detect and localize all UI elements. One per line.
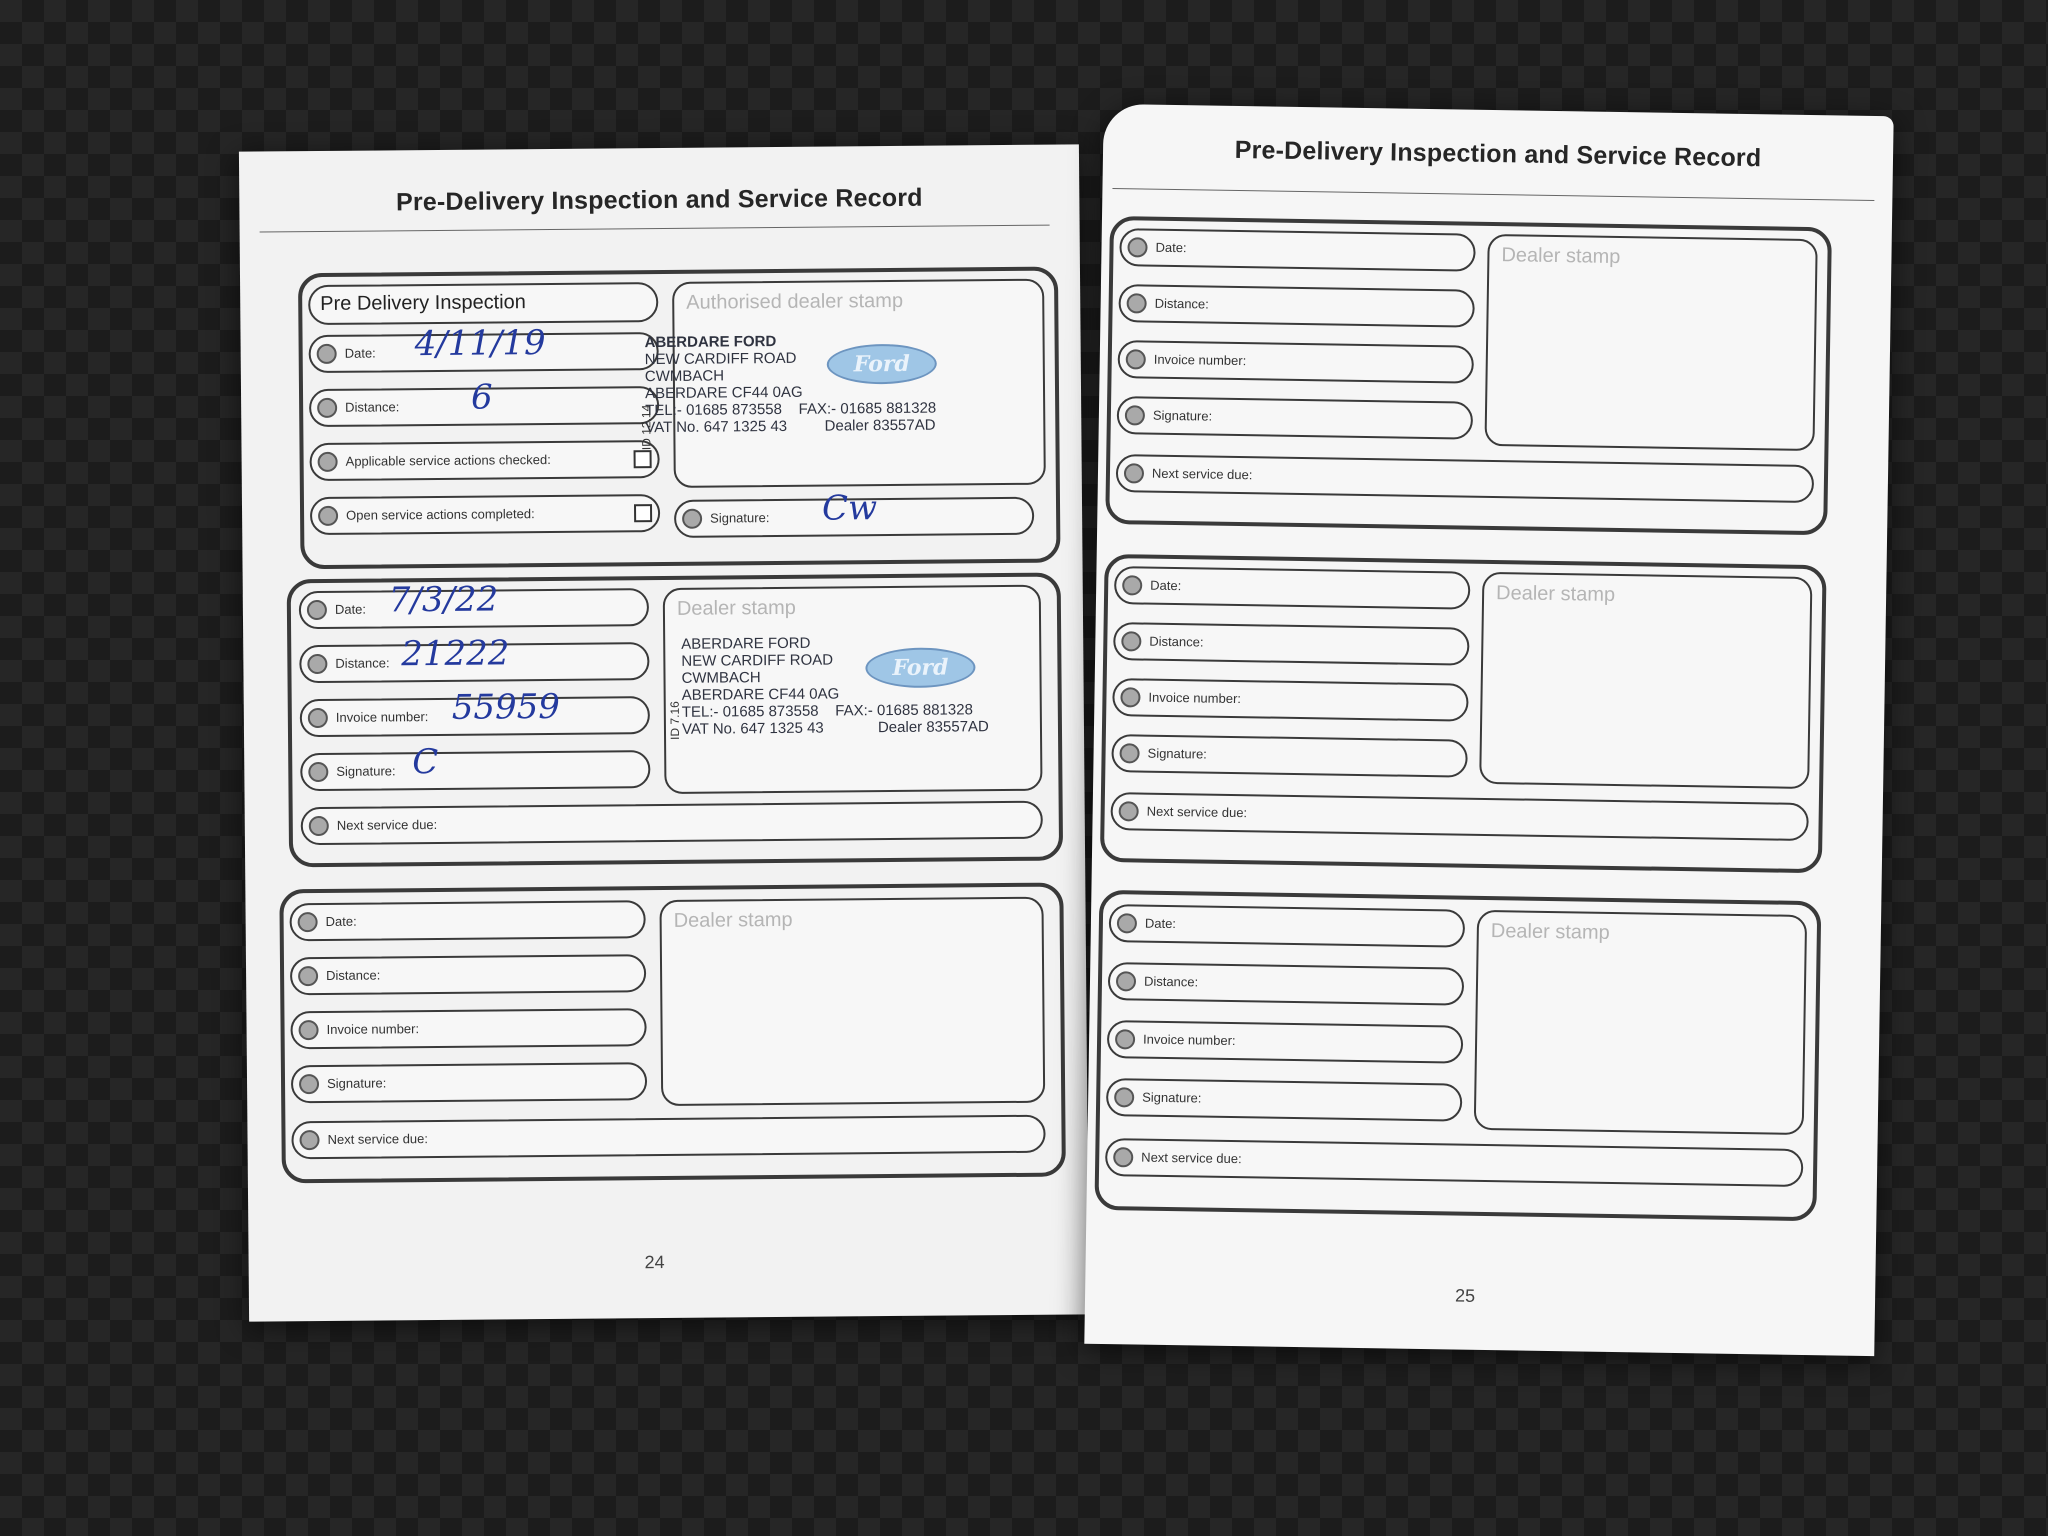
radio-icon <box>318 452 338 472</box>
radio-icon <box>299 1074 319 1094</box>
radio-icon <box>1125 405 1145 425</box>
handwritten-distance: 21222 <box>401 633 510 675</box>
handwritten-signature: Cw <box>821 488 878 529</box>
service1-distance-field[interactable] <box>299 633 649 683</box>
date-label: Date: <box>1144 915 1177 932</box>
page-title: Pre-Delivery Inspection and Service Record <box>395 183 923 217</box>
service2-distance-field[interactable] <box>290 954 646 995</box>
service-record-3 <box>1105 216 1832 535</box>
open-actions-checkbox[interactable] <box>634 504 652 522</box>
radio-icon <box>1120 687 1140 707</box>
stamp-label: Dealer stamp <box>673 908 793 932</box>
applicable-actions-checkbox[interactable] <box>634 450 652 468</box>
signature-label: Signature: <box>710 510 770 526</box>
title-divider <box>1112 188 1874 201</box>
service2-next-due-field[interactable] <box>291 1115 1045 1160</box>
signature-label: Signature: <box>1152 407 1213 424</box>
stamp-side-text: ID 12.14 <box>639 404 654 451</box>
signature-label: Signature: <box>326 1075 387 1091</box>
next-service-label: Next service due: <box>1146 803 1248 821</box>
applicable-actions-label: Applicable service actions checked: <box>345 451 551 469</box>
next-due-field[interactable] <box>1105 1138 1804 1187</box>
applicable-actions-field[interactable] <box>309 440 659 481</box>
invoice-field[interactable] <box>1117 340 1474 384</box>
handwritten-date: 4/11/19 <box>414 323 546 365</box>
signature-label: Signature: <box>336 763 396 779</box>
distance-label: Distance: <box>1149 633 1204 650</box>
next-service-label: Next service due: <box>327 1131 429 1147</box>
stamp-label: Dealer stamp <box>676 596 796 620</box>
signature-field[interactable] <box>1106 1078 1463 1122</box>
stamp-label: Dealer stamp <box>1495 582 1616 606</box>
invoice-label: Invoice number: <box>1153 351 1247 369</box>
service1-next-due-field[interactable] <box>301 801 1043 845</box>
radio-icon <box>307 654 327 674</box>
signature-field[interactable] <box>1117 396 1474 440</box>
radio-icon <box>682 509 702 529</box>
pdi-heading: Pre Delivery Inspection <box>320 291 526 315</box>
radio-icon <box>1116 971 1136 991</box>
pdi-heading-field <box>308 282 658 325</box>
invoice-label: Invoice number: <box>326 1021 420 1037</box>
radio-icon <box>307 600 327 620</box>
radio-icon <box>1117 913 1137 933</box>
distance-label: Distance: <box>1154 295 1209 312</box>
pdi-date-field[interactable] <box>309 323 659 373</box>
distance-label: Distance: <box>326 967 381 983</box>
radio-icon <box>1124 463 1144 483</box>
invoice-field[interactable] <box>1112 678 1469 722</box>
radio-icon <box>298 912 318 932</box>
handwritten-signature: C <box>412 741 439 783</box>
date-label: Date: <box>1155 239 1187 256</box>
radio-icon <box>1126 349 1146 369</box>
radio-icon <box>1127 237 1147 257</box>
date-field[interactable] <box>1109 904 1466 948</box>
date-label: Date: <box>344 345 376 361</box>
date-label: Date: <box>1150 577 1182 594</box>
service2-signature-field[interactable] <box>291 1062 647 1103</box>
distance-label: Distance: <box>335 655 390 671</box>
radio-icon <box>1127 293 1147 313</box>
radio-icon <box>1121 631 1141 651</box>
open-actions-label: Open service actions completed: <box>346 506 535 523</box>
distance-field[interactable] <box>1118 284 1475 328</box>
open-actions-field[interactable] <box>310 494 660 535</box>
service2-date-field[interactable] <box>289 900 645 941</box>
distance-field[interactable] <box>1108 962 1465 1006</box>
ford-logo: Ford <box>827 344 937 385</box>
radio-icon <box>308 708 328 728</box>
radio-icon <box>1115 1029 1135 1049</box>
radio-icon <box>1113 1147 1133 1167</box>
page-title: Pre-Delivery Inspection and Service Record <box>1234 135 1762 173</box>
service1-invoice-field[interactable] <box>300 686 650 737</box>
radio-icon <box>298 966 318 986</box>
date-label: Date: <box>325 913 357 929</box>
service-record-5 <box>1094 890 1821 1221</box>
radio-icon <box>308 762 328 782</box>
service1-signature-field[interactable] <box>300 741 650 791</box>
service-record-1 <box>287 573 1063 868</box>
dealer-stamp-box <box>1479 572 1812 789</box>
radio-icon <box>1122 575 1142 595</box>
left-page <box>239 144 1089 1321</box>
service2-invoice-field[interactable] <box>290 1008 646 1049</box>
dealer-stamp-box <box>1474 910 1807 1135</box>
distance-field[interactable] <box>1113 622 1470 666</box>
service-record-2 <box>279 883 1066 1184</box>
authorised-stamp-box <box>639 279 1046 488</box>
service1-date-field[interactable] <box>299 579 649 629</box>
radio-icon <box>317 344 337 364</box>
stamp-label: Dealer stamp <box>1501 244 1621 269</box>
stamp-side-text: ID 7.16 <box>667 701 683 740</box>
pdi-section <box>298 267 1061 570</box>
stamp-label: Authorised dealer stamp <box>686 289 904 314</box>
radio-icon <box>317 398 337 418</box>
pdi-signature-field[interactable] <box>674 488 1034 538</box>
date-field[interactable] <box>1119 228 1476 272</box>
next-service-label: Next service due: <box>336 816 438 833</box>
date-field[interactable] <box>1114 566 1471 610</box>
signature-label: Signature: <box>1142 1089 1202 1106</box>
next-service-label: Next service due: <box>1151 465 1253 483</box>
handwritten-date: 7/3/22 <box>388 579 499 621</box>
handwritten-distance: 6 <box>470 377 493 418</box>
service-record-4 <box>1100 554 1827 873</box>
next-service-label: Next service due: <box>1141 1149 1242 1167</box>
radio-icon <box>1119 801 1139 821</box>
title-divider <box>260 225 1050 233</box>
right-page <box>1084 104 1893 1356</box>
pdi-distance-field[interactable] <box>309 377 659 427</box>
distance-label: Distance: <box>345 399 400 415</box>
invoice-label: Invoice number: <box>1148 689 1242 707</box>
dealer-stamp-box <box>659 897 1045 1106</box>
date-label: Date: <box>334 601 367 617</box>
invoice-label: Invoice number: <box>335 709 429 725</box>
radio-icon <box>1114 1087 1134 1107</box>
invoice-label: Invoice number: <box>1142 1031 1236 1049</box>
radio-icon <box>309 816 329 836</box>
invoice-field[interactable] <box>1107 1020 1464 1064</box>
ford-logo: Ford <box>865 647 975 688</box>
radio-icon <box>298 1020 318 1040</box>
handwritten-invoice: 55959 <box>451 686 561 728</box>
radio-icon <box>299 1130 319 1150</box>
next-due-field[interactable] <box>1110 792 1809 841</box>
dealer-stamp-imprint: ABERDARE FORD NEW CARDIFF ROAD CWMBACH ABERDARE CF44 0AG TEL:- 01685 873558 FAX:- 01685 881328 VAT No. 647 1325 43 Dealer 83557AD <box>681 634 989 738</box>
distance-label: Distance: <box>1143 973 1199 990</box>
dealer-stamp-box <box>1484 234 1817 451</box>
next-due-field[interactable] <box>1116 454 1815 503</box>
radio-icon <box>1119 743 1139 763</box>
stamp-label: Dealer stamp <box>1490 920 1610 944</box>
dealer-stamp-box <box>663 585 1043 794</box>
radio-icon <box>318 506 338 526</box>
signature-label: Signature: <box>1147 745 1207 762</box>
dealer-stamp-imprint: ABERDARE FORD NEW CARDIFF ROAD CWMBACH ABERDARE CF44 0AG TEL:- 01685 873558 FAX:- 01685 881328 VAT No. 647 1325 43 Dealer 83557AD <box>644 333 937 437</box>
page-number: 24 <box>644 1252 665 1273</box>
signature-field[interactable] <box>1111 734 1468 778</box>
page-number: 25 <box>1454 1285 1476 1306</box>
